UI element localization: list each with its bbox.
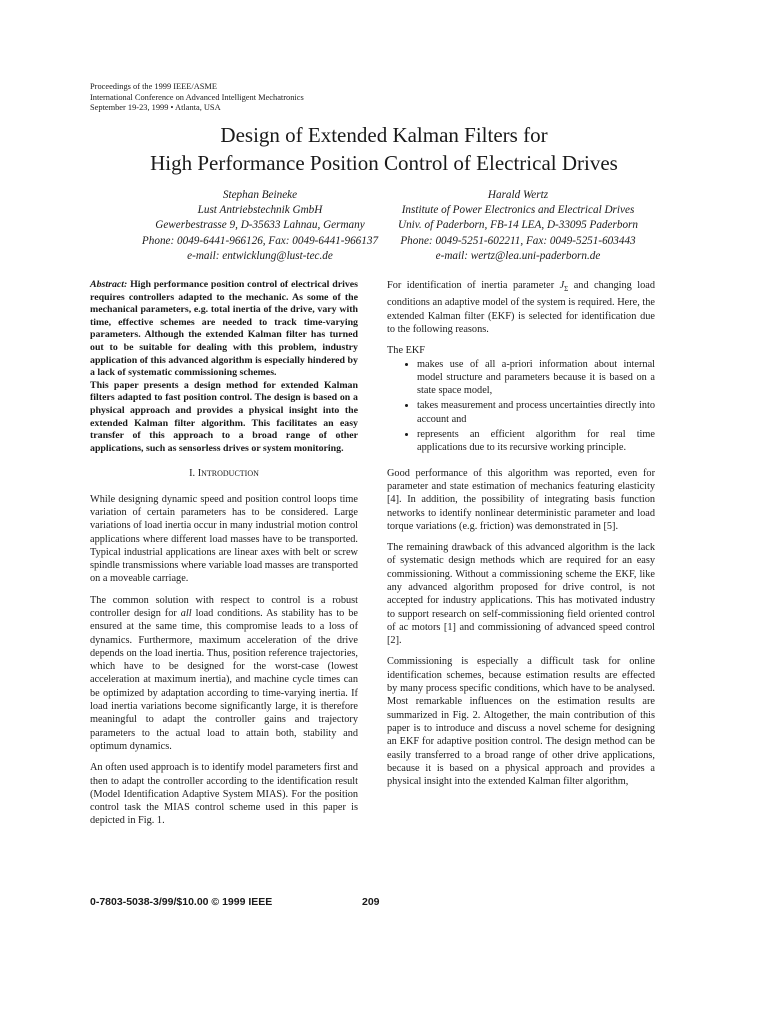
abstract-label: Abstract:	[90, 279, 128, 290]
commissioning-paragraph: Commissioning is especially a difficult task for online identification schemes, because estimation results are effected by many process specific conditions, which have to be analysed. Most remarkable influences on the estimation results are summarized in Fig. 2. Altogether, the main contribution of this paper is to introduce and discuss a novel scheme for designing an EKF for adaptive position control. The design method can be easily transferred to a broad range of other drive applications, because it is based on a physical approach and provides a physical insight into the extended Kalman filter algorithm,	[387, 656, 655, 788]
intro-paragraph-2: The common solution with respect to control is a robust controller design for all load conditions. As stability has to be ensured at the same time, this compromise leads to a loss of dynamics. Furthermore, maximum acceleration of the drive depends on the load inertia. Thus, position reference trajectories, which have to be designed for the worst-case (lowest acceleration at maximum inertia), and machine cycle times can be optimized by adaptation according to time-varying inertia. If load inertia variations become significantly large, it is therefore meaningful to adapt the controller gains and trajectory parameters to the actual load to attain both, stability and optimum dynamics.	[90, 594, 358, 752]
author-email: e-mail: wertz@lea.uni-paderborn.de	[435, 249, 601, 262]
author-affiliation: Lust Antriebstechnik GmbH	[197, 204, 323, 217]
abstract	[90, 279, 358, 455]
section-heading-introduction: I. INTRODUCTION	[189, 468, 259, 480]
drawback-paragraph: The remaining drawback of this advanced algorithm is the lack of systematic design methods which are required for an easy commissioning. Without a commissioning scheme the EKF, like any advanced algorithm proposed for drive control, is not accepted for industry applications. This has motivated industry to support research on self-commissioning field oriented control of ac motors [1] and commissioning of advanced speed control [2].	[387, 542, 655, 647]
author-name: Stephan Beineke	[222, 189, 298, 201]
author-email: e-mail: entwicklung@lust-tec.de	[187, 249, 333, 262]
paper-title	[0, 121, 768, 177]
conference-header	[90, 82, 304, 114]
identification-paragraph: For identification of inertia parameter $J_\Sigma$ and changing load conditions an adaptive model of the system is required. Here, the extended Kalman filter (EKF) is selected for identification due to the following reasons.	[387, 280, 656, 335]
author-phone: Phone: 0049-6441-966126, Fax: 0049-6441-966137	[141, 234, 379, 247]
author-block-1	[110, 188, 410, 264]
page-number: 209	[362, 896, 380, 908]
inertia-symbol: J	[559, 280, 565, 291]
author-block-2	[368, 188, 668, 264]
list-item: • makes use of all a-priori information about internal model structure and parameters because it is based on a state space model,	[417, 358, 655, 398]
abstract-text-1: High performance position control of electrical drives requires controllers adapted to the mechanic. As some of the mechanical parameters, e.g. total inertia of the drive, vary with time, effective schemes are needed to track time-varying parameters. Although the extended Kalman filter has turned out to be suitable for dealing with this problem, industry application of this advanced algorithm is especially hindered by a lack of systematic commissioning schemes.	[90, 279, 358, 379]
author-name: Harald Wertz	[487, 189, 549, 201]
abstract-paragraph-1	[90, 279, 358, 380]
list-item: • takes measurement and process uncertainties directly into account and	[417, 399, 655, 426]
ekf-bullet-list	[387, 358, 655, 455]
author-affiliation: Institute of Power Electronics and Electrical Drives	[401, 204, 635, 217]
title-line-2: High Performance Position Control of Electrical Drives	[150, 151, 618, 175]
intro-paragraph-1: While designing dynamic speed and position control loops time variation of certain parameters has to be considered. Large variations of load inertia occur in many industrial motion control applications where different load masses have to be transported. Typical industrial applications are linear axes with belt or screw spindle transmissions where variable load masses are transported on a moveable carriage.	[90, 493, 358, 585]
performance-paragraph: Good performance of this algorithm was reported, even for parameter and state estimation of mechanics featuring elasticity [4]. In addition, the possibility of integrating basis function networks to identify nonlinear deterministic parameter and load torque variations (e.g. friction) was demonstrated in [5].	[387, 467, 655, 532]
ekf-intro: The EKF	[387, 345, 426, 357]
header-line-3: September 19-23, 1999 • Atlanta, USA	[90, 103, 221, 112]
author-address: Univ. of Paderborn, FB-14 LEA, D-33095 Paderborn	[398, 219, 638, 232]
author-phone: Phone: 0049-5251-602211, Fax: 0049-5251-603443	[400, 234, 636, 247]
header-line-1: Proceedings of the 1999 IEEE/ASME	[90, 82, 217, 91]
list-item: • represents an efficient algorithm for real time applications due to its recursive working principle.	[417, 428, 655, 455]
copyright-footer: 0-7803-5038-3/99/$10.00 © 1999 IEEE	[90, 896, 273, 908]
left-column	[90, 279, 358, 836]
intro-paragraph-3: An often used approach is to identify model parameters first and then to adapt the controller according to the identification result (Model Identification Adaptive System MIAS). For the position control task the MIAS control scheme used in this paper is depicted in Fig. 1.	[90, 762, 358, 827]
author-address: Gewerbestrasse 9, D-35633 Lahnau, Germany	[155, 219, 365, 232]
right-column	[387, 279, 655, 796]
header-line-2: International Conference on Advanced Intelligent Mechatronics	[90, 92, 304, 102]
abstract-paragraph-2: This paper presents a design method for extended Kalman filters adapted to fast position control. The design is based on a physical approach and provides a physical insight into the extended Kalman filter algorithm. This facilitates an easy transfer of this approach to a broad range of other applications, such as sensorless drives or system monitoring.	[90, 379, 358, 454]
title-line-1: Design of Extended Kalman Filters for	[220, 123, 548, 147]
